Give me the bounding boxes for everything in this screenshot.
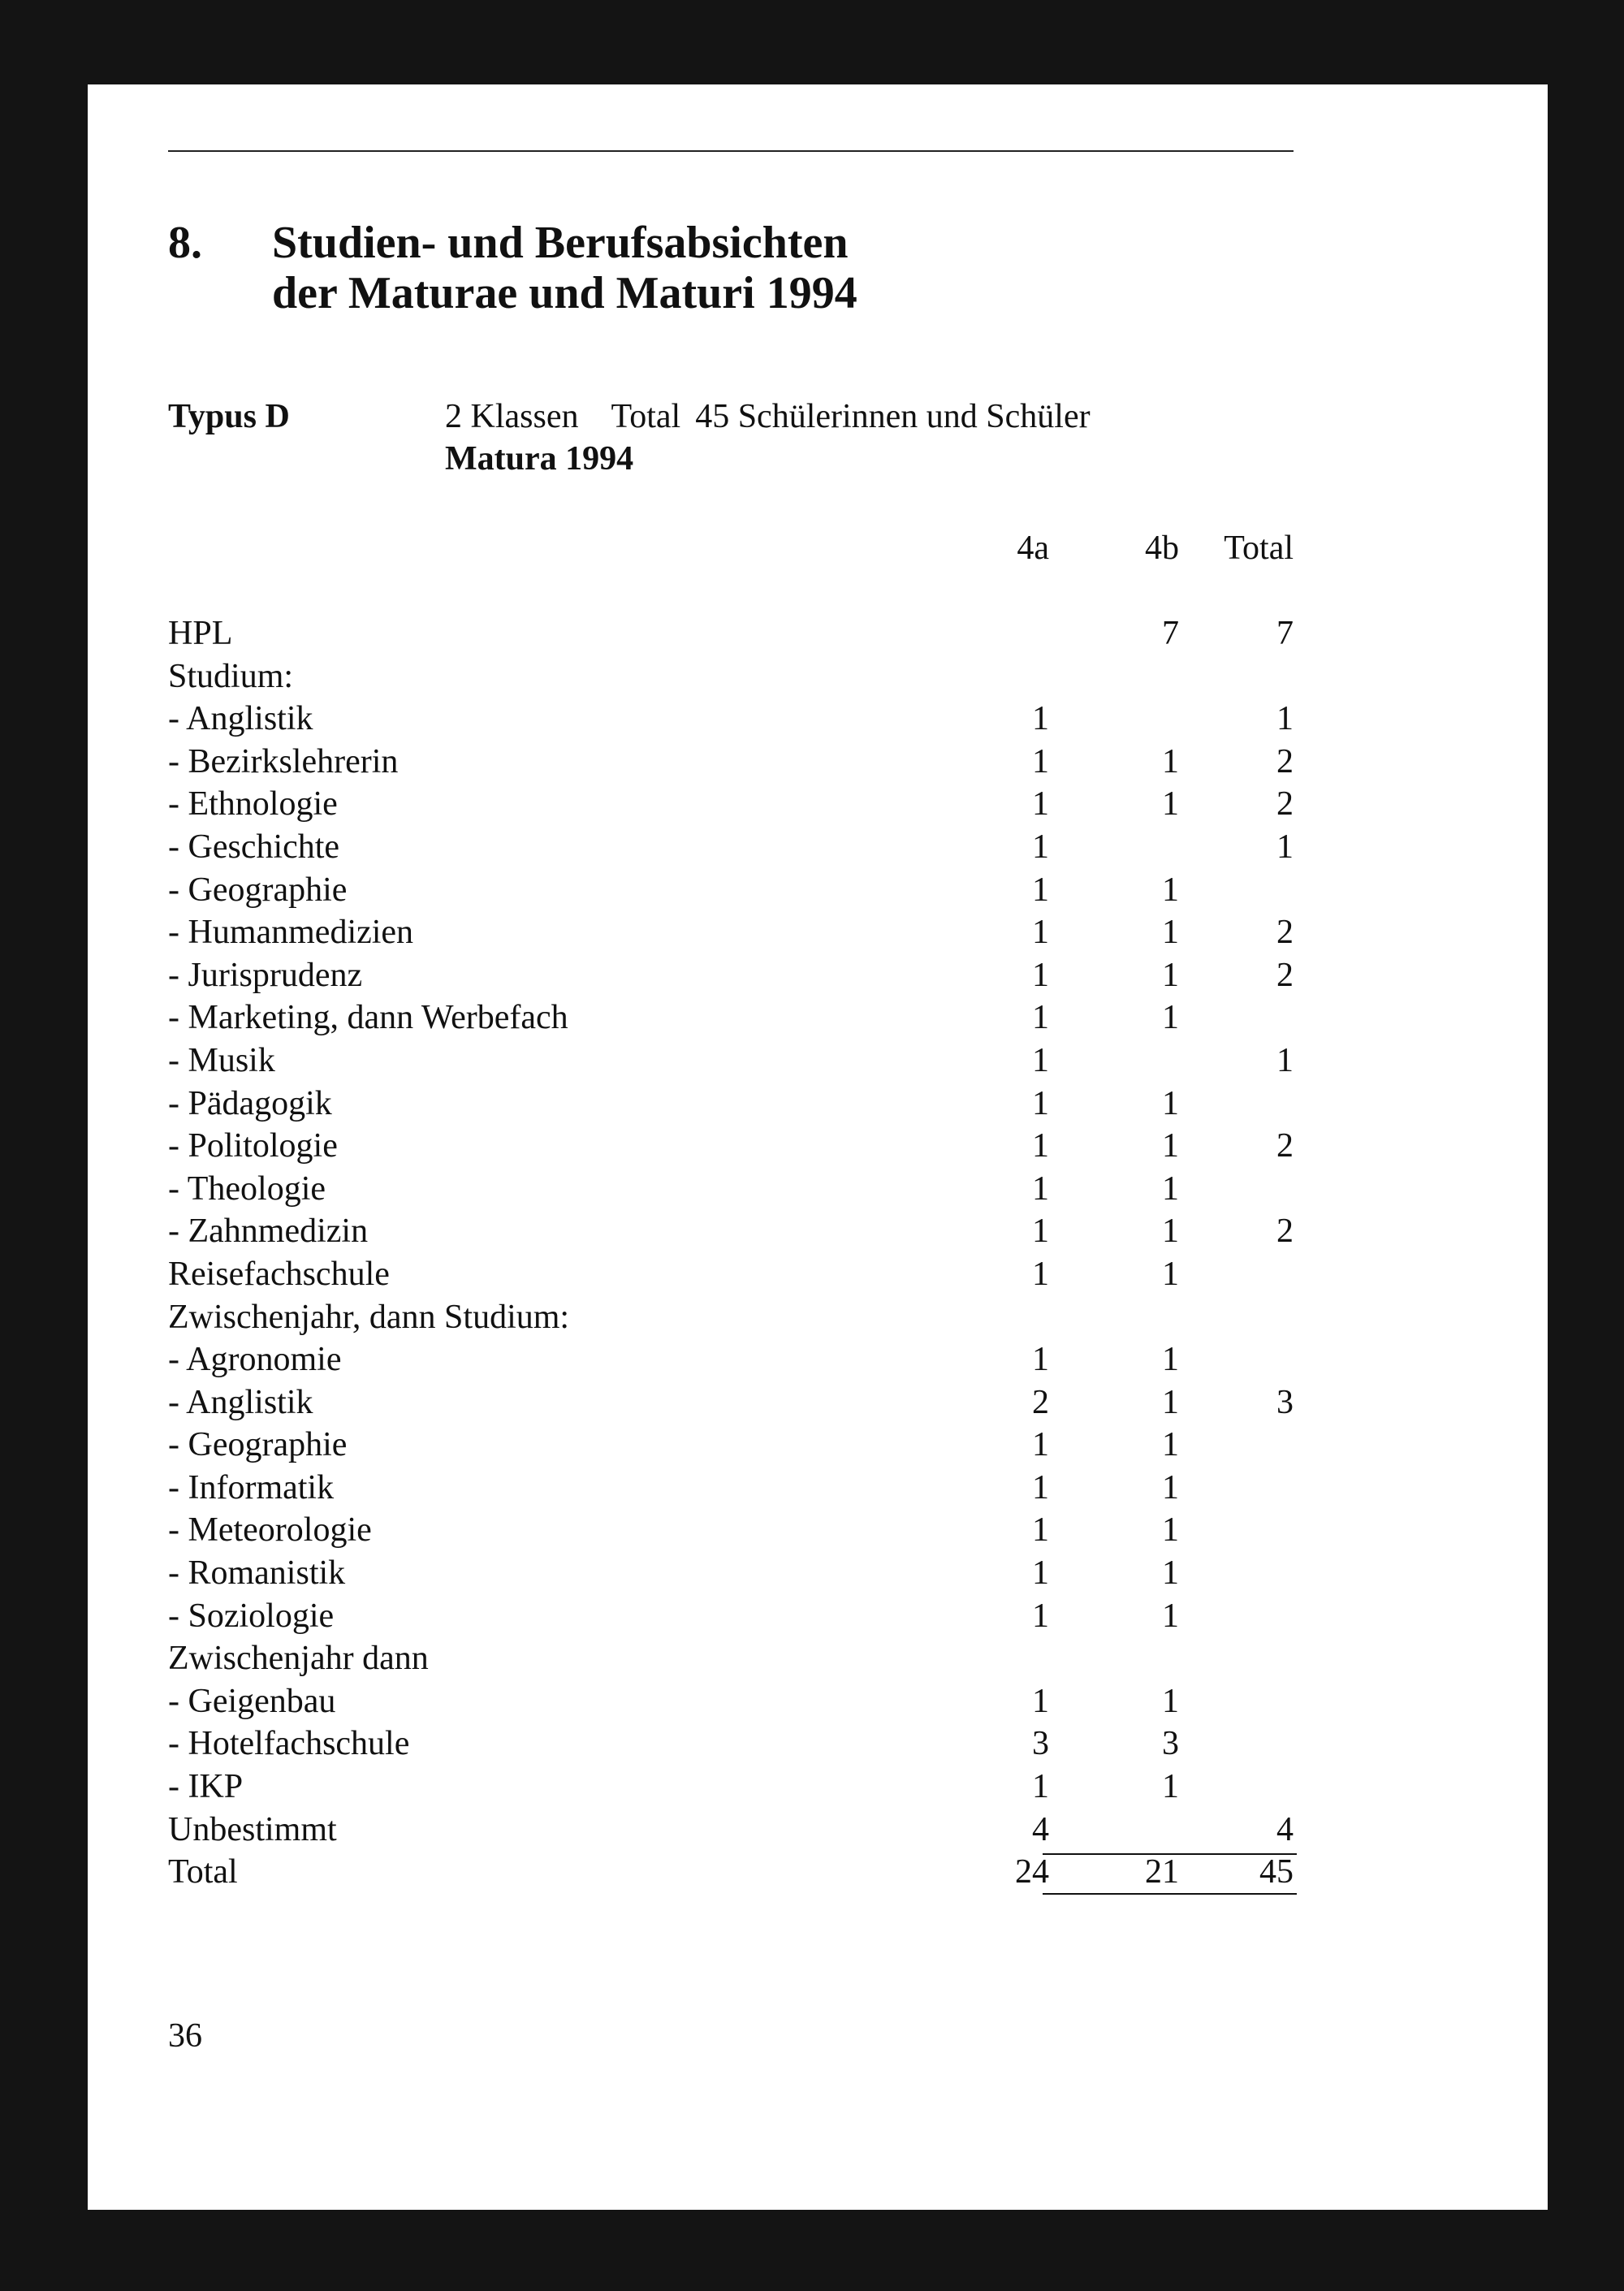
cell-4b: 1 [1162,785,1179,823]
table-row [168,698,1294,741]
cell-4a: 1 [1032,742,1049,780]
table-row [168,869,1294,912]
row-label: - IKP [168,1768,244,1806]
column-header-total: Total [1224,530,1294,567]
cell-4a: 1 [1032,956,1049,994]
data-table [168,612,1294,1894]
table-row [168,1338,1294,1381]
cell-4a: 1 [1032,1213,1049,1251]
table-row [168,1809,1294,1852]
table-row [168,1595,1294,1638]
table-row [168,1424,1294,1467]
row-label: - Anglistik [168,700,313,738]
cell-4b: 1 [1162,1426,1179,1464]
row-label: - Meteorologie [168,1511,372,1550]
table-row [168,1552,1294,1595]
table-row [168,1723,1294,1766]
row-label: - Geschichte [168,828,340,866]
cell-4b: 1 [1162,1682,1179,1720]
cell-4a: 1 [1032,1127,1049,1165]
table-row [168,1851,1294,1894]
cell-4b: 21 [1145,1853,1179,1891]
table-row [168,1125,1294,1168]
cell-4b: 1 [1162,1468,1179,1506]
row-label: - Politologie [168,1127,338,1165]
typus-label: Typus D [168,398,290,435]
cell-total: 4 [1276,1810,1294,1848]
cell-4a: 1 [1032,999,1049,1037]
cell-4a: 1 [1032,700,1049,738]
row-label: Zwischenjahr dann [168,1640,429,1678]
row-label: - Pädagogik [168,1084,332,1122]
row-label: - Informatik [168,1468,335,1506]
class-summary [445,396,1123,437]
cell-4b: 1 [1162,742,1179,780]
cell-4b: 1 [1162,1213,1179,1251]
table-row [168,1296,1294,1339]
row-label: Unbestimmt [168,1810,337,1848]
row-label: - Geographie [168,1426,348,1464]
row-label: - Musik [168,1041,275,1079]
cell-4a: 1 [1032,1554,1049,1593]
cell-4b: 1 [1162,1383,1179,1421]
sum-rule-top [1043,1853,1297,1855]
cell-total: 2 [1276,742,1294,780]
table-row [168,826,1294,869]
cell-total: 3 [1276,1383,1294,1421]
cell-4b: 1 [1162,1255,1179,1293]
table-row [168,612,1294,655]
cell-4a: 24 [1015,1853,1049,1891]
row-label: - Agronomie [168,1341,342,1379]
row-label: - Marketing, dann Werbefach [168,999,568,1037]
column-header-4b: 4b [1145,530,1179,567]
row-label: - Geographie [168,871,348,909]
cell-4b: 3 [1162,1725,1179,1763]
table-row [168,783,1294,826]
table-row [168,1637,1294,1680]
table-row [168,996,1294,1040]
cell-4a: 1 [1032,1768,1049,1806]
table-row [168,1168,1294,1211]
table-row [168,1766,1294,1809]
row-label: Reisefachschule [168,1255,390,1293]
row-label: Total [168,1853,238,1891]
cell-4a: 1 [1032,1426,1049,1464]
column-header-4a: 4a [1017,530,1049,567]
cell-total: 7 [1276,615,1294,652]
cell-4b: 1 [1162,1169,1179,1208]
row-label: - Geigenbau [168,1682,336,1720]
heading-line-1: Studien- und Berufsabsichten [272,218,849,268]
cell-total: 2 [1276,914,1294,952]
matura-year: Matura 1994 [445,440,634,478]
row-label: - Ethnologie [168,785,338,823]
cell-4a: 1 [1032,1041,1049,1079]
row-label: - Hotelfachschule [168,1725,410,1763]
klassen-count: 2 Klassen [445,398,579,435]
row-label: Studium: [168,657,294,695]
cell-4b: 1 [1162,956,1179,994]
table-row [168,1253,1294,1296]
row-label: - Theologie [168,1169,326,1208]
page-number: 36 [168,2017,202,2055]
cell-4a: 1 [1032,1255,1049,1293]
cell-4b: 1 [1162,1597,1179,1635]
cell-4a: 1 [1032,785,1049,823]
row-label: - Romanistik [168,1554,346,1593]
cell-4b: 1 [1162,1127,1179,1165]
sum-rule-bottom [1043,1893,1297,1895]
cell-4a: 1 [1032,1084,1049,1122]
row-label: - Humanmedizien [168,914,414,952]
cell-4b: 1 [1162,914,1179,952]
cell-total: 1 [1276,828,1294,866]
cell-4b: 1 [1162,1554,1179,1593]
cell-4a: 1 [1032,871,1049,909]
cell-total: 1 [1276,1041,1294,1079]
table-row [168,1680,1294,1723]
heading-line-2: der Maturae und Maturi 1994 [272,268,857,318]
row-label: HPL [168,615,233,652]
cell-4a: 1 [1032,1682,1049,1720]
cell-4b: 1 [1162,1084,1179,1122]
cell-4b: 1 [1162,999,1179,1037]
cell-4a: 1 [1032,1169,1049,1208]
total-students: 45 Schülerinnen und Schüler [695,398,1091,435]
table-row [168,1381,1294,1424]
row-label: - Soziologie [168,1597,335,1635]
cell-4a: 1 [1032,1468,1049,1506]
total-label: Total [611,398,681,435]
cell-total: 45 [1259,1853,1294,1891]
table-row [168,655,1294,698]
cell-4a: 1 [1032,914,1049,952]
cell-total: 2 [1276,1213,1294,1251]
cell-total: 2 [1276,785,1294,823]
cell-4b: 1 [1162,1341,1179,1379]
section-number: 8. [168,218,202,268]
cell-4b: 1 [1162,1511,1179,1550]
table-row [168,1040,1294,1083]
table-row [168,911,1294,954]
cell-total: 1 [1276,700,1294,738]
header-rule [168,150,1294,152]
table-row [168,1509,1294,1552]
table-row [168,741,1294,784]
cell-4a: 3 [1032,1725,1049,1763]
cell-4a: 2 [1032,1383,1049,1421]
cell-4b: 1 [1162,1768,1179,1806]
cell-total: 2 [1276,1127,1294,1165]
table-row [168,1210,1294,1253]
cell-4a: 1 [1032,1511,1049,1550]
row-label: Zwischenjahr, dann Studium: [168,1298,570,1336]
cell-4a: 4 [1032,1810,1049,1848]
cell-4b: 1 [1162,871,1179,909]
table-row [168,1083,1294,1126]
cell-total: 2 [1276,956,1294,994]
row-label: - Zahnmedizin [168,1213,369,1251]
row-label: - Jurisprudenz [168,956,363,994]
cell-4b: 7 [1162,615,1179,652]
cell-4a: 1 [1032,828,1049,866]
table-row [168,954,1294,997]
cell-4a: 1 [1032,1597,1049,1635]
table-row [168,1467,1294,1510]
cell-4a: 1 [1032,1341,1049,1379]
row-label: - Bezirkslehrerin [168,742,399,780]
row-label: - Anglistik [168,1383,313,1421]
